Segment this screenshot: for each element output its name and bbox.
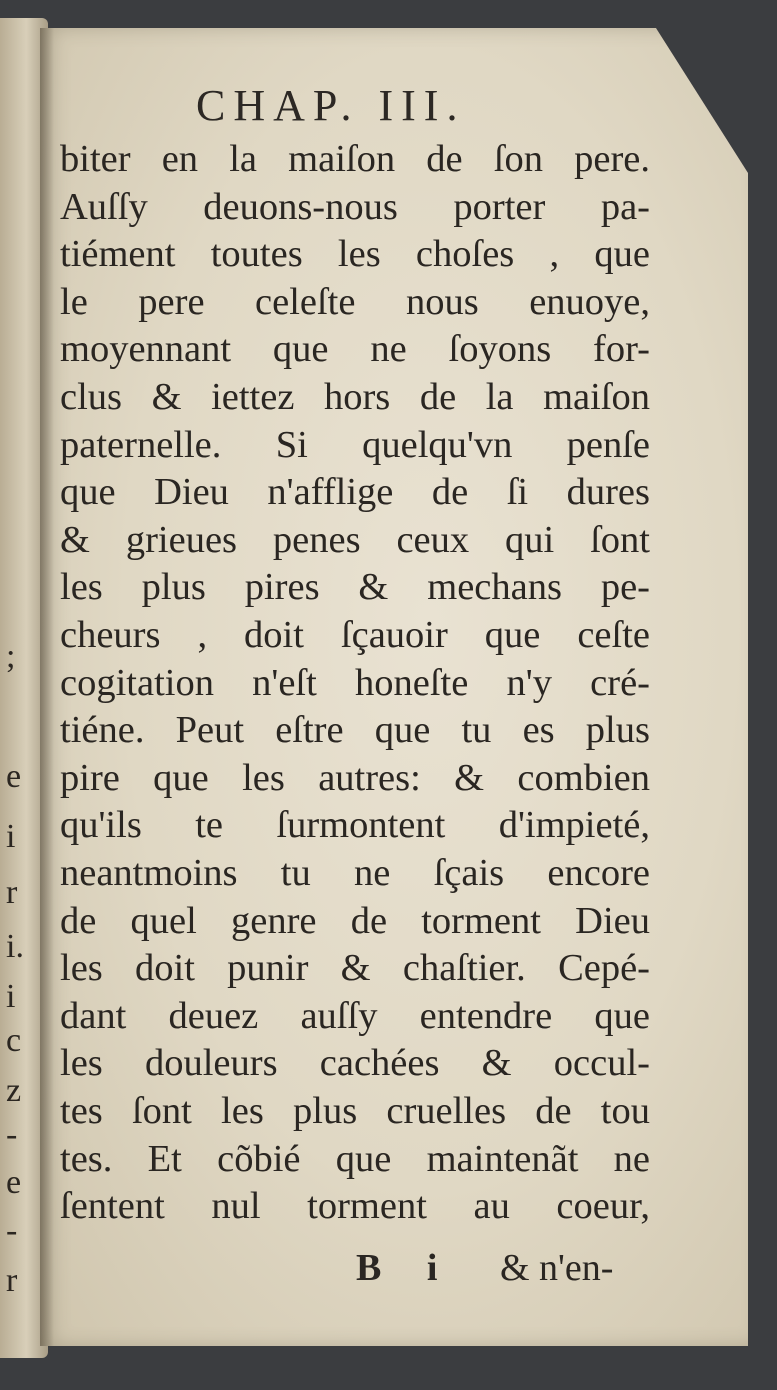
left-page-fragment: i. — [6, 928, 24, 965]
text-line: paternelle. Si quelqu'vn penſe — [60, 424, 650, 466]
chapter-heading: CHAP. III. — [196, 81, 466, 130]
text-line: cogitation n'eſt honeſte n'y cré- — [60, 662, 650, 704]
text-line: & grieues penes ceux qui ſont — [60, 519, 650, 561]
text-line: tiéne. Peut eſtre que tu es plus — [60, 709, 650, 751]
left-page-fragment: i — [6, 818, 16, 855]
text-line: les douleurs cachées & occul- — [60, 1042, 650, 1084]
text-line: de quel genre de torment Dieu — [60, 900, 650, 942]
signature-mark: B i — [356, 1247, 456, 1289]
text-line: moyennant que ne ſoyons for- — [60, 328, 650, 370]
catchword: & n'en- — [500, 1247, 614, 1289]
text-line: tiément toutes les choſes , que — [60, 233, 650, 275]
text-line: clus & iettez hors de la maiſon — [60, 376, 650, 418]
text-line: tes. Et cõbié que maintenãt ne — [60, 1138, 650, 1180]
page-gutter-shadow — [40, 28, 54, 1346]
left-page-fragment: ; — [6, 638, 16, 675]
left-page-fragment: - — [6, 1212, 18, 1249]
left-page-fragment: - — [6, 1116, 18, 1153]
text-line: ſentent nul torment au coeur, — [60, 1185, 650, 1227]
left-page-fragment: e — [6, 1164, 22, 1201]
text-line: cheurs , doit ſçauoir que ceſte — [60, 614, 650, 656]
left-page-fragment: e — [6, 758, 22, 795]
left-page-fragment: r — [6, 874, 18, 911]
left-page-fragment: c — [6, 1022, 22, 1059]
text-line: le pere celeſte nous enuoye, — [60, 281, 650, 323]
left-page-fragment: i — [6, 978, 16, 1015]
text-line: que Dieu n'afflige de ſi dures — [60, 471, 650, 513]
text-line: neantmoins tu ne ſçais encore — [60, 852, 650, 894]
text-line: les plus pires & mechans pe- — [60, 566, 650, 608]
left-page-fragment: z — [6, 1072, 22, 1109]
text-line: les doit punir & chaſtier. Cepé- — [60, 947, 650, 989]
text-line: tes ſont les plus cruelles de tou — [60, 1090, 650, 1132]
text-line: qu'ils te ſurmontent d'impieté, — [60, 804, 650, 846]
text-line: pire que les autres: & combien — [60, 757, 650, 799]
text-line: biter en la maiſon de ſon pere. — [60, 138, 650, 180]
text-line: Auſſy deuons-nous porter pa- — [60, 186, 650, 228]
left-page-fragment: r — [6, 1262, 18, 1299]
text-line: dant deuez auſſy entendre que — [60, 995, 650, 1037]
